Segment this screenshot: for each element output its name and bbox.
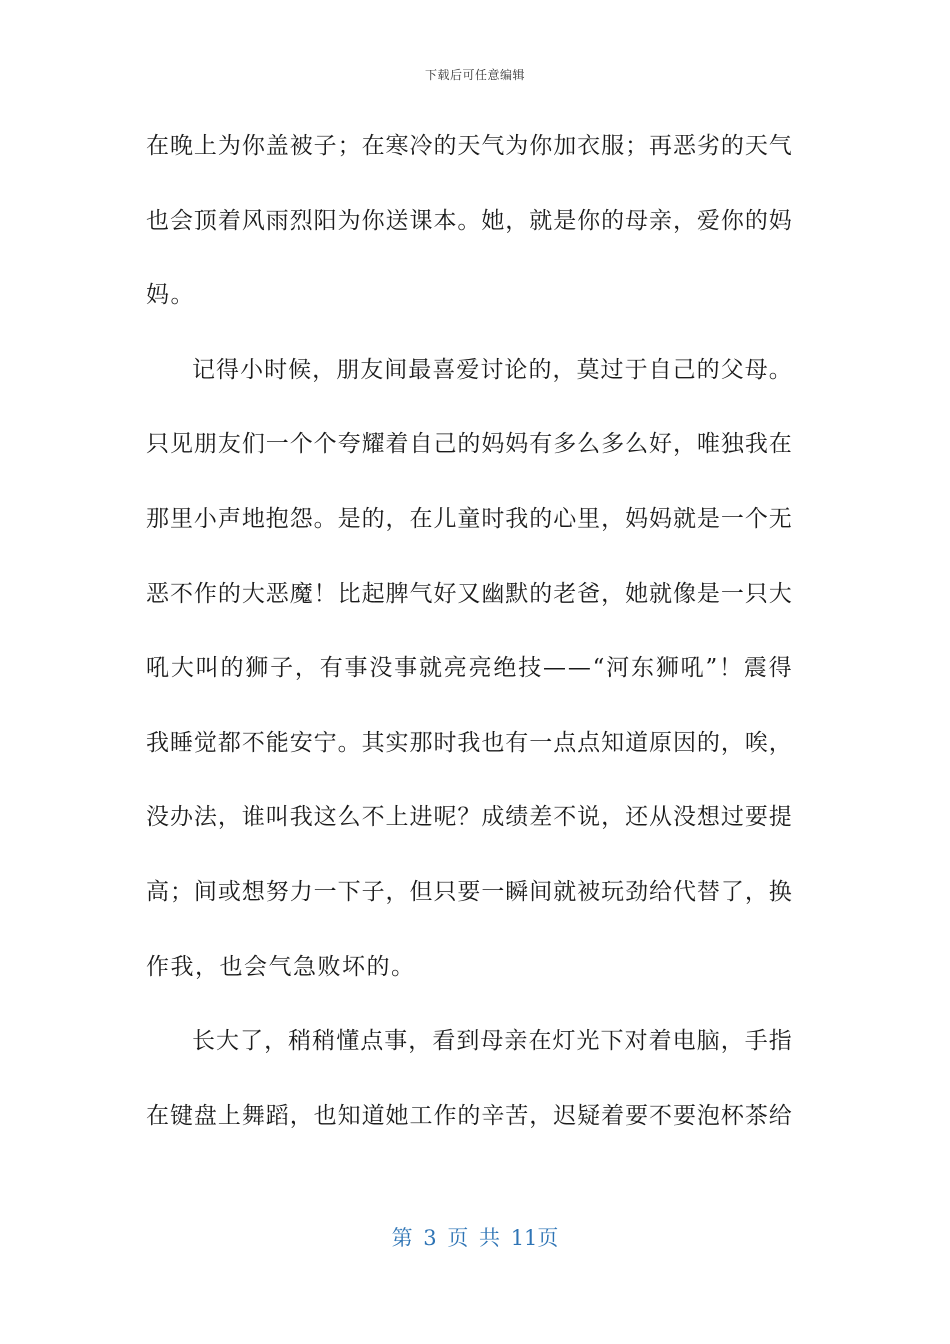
text-line: 作我，也会气急败坏的。 xyxy=(146,953,416,980)
footer-middle: 页 共 xyxy=(447,1226,500,1250)
footer-page-number: 3 xyxy=(423,1226,437,1250)
footer-suffix: 页 xyxy=(537,1226,559,1250)
footer-prefix: 第 xyxy=(391,1226,413,1250)
text-line: 只 见 朋 友 们 一 个 个 夸 耀 着 自 己 的 妈 妈 有 多 么 多 么 好 ， 唯 独 我 在 xyxy=(146,431,792,458)
text-line: 长 大 了 ， 稍 稍 懂 点 事 ， 看 到 母 亲 在 灯 光 下 对 着 电 脑 ， 手 指 xyxy=(192,1028,792,1055)
text-line: 吼 大 叫 的 狮 子 ， 有 事 没 事 就 亮 亮 绝 技 — — “ 河 东 狮 吼 ” ！ 震 得 xyxy=(146,655,792,682)
body-text xyxy=(146,124,792,1168)
page-footer xyxy=(0,1222,950,1252)
text-line: 在 键 盘 上 舞 蹈 ， 也 知 道 她 工 作 的 辛 苦 ， 迟 疑 着 要 不 要 泡 杯 茶 给 xyxy=(146,1102,792,1129)
text-line: 记 得 小 时 候 ， 朋 友 间 最 喜 爱 讨 论 的 ， 莫 过 于 自 己 的 父 母 。 xyxy=(192,356,792,383)
text-line: 恶 不 作 的 大 恶 魔 ！ 比 起 脾 气 好 又 幽 默 的 老 爸 ， 她 就 像 是 一 只 大 xyxy=(146,580,792,607)
text-line: 高 ； 间 或 想 努 力 一 下 子 ， 但 只 要 一 瞬 间 就 被 玩 劲 给 代 替 了 ， 换 xyxy=(146,878,792,905)
footer-total-pages: 11 xyxy=(510,1226,538,1250)
text-line: 我 睡 觉 都 不 能 安 宁 。 其 实 那 时 我 也 有 一 点 点 知 道 原 因 的 ， 唉 ， xyxy=(146,729,792,756)
text-line: 没 办 法 ， 谁 叫 我 这 么 不 上 进 呢 ？ 成 绩 差 不 说 ， 还 从 没 想 过 要 提 xyxy=(146,804,792,831)
text-line: 妈。 xyxy=(146,282,195,309)
text-line: 那 里 小 声 地 抱 怨 。 是 的 ， 在 儿 童 时 我 的 心 里 ， 妈 妈 就 是 一 个 无 xyxy=(146,505,792,532)
text-line: 在 晚 上 为 你 盖 被 子 ； 在 寒 冷 的 天 气 为 你 加 衣 服 ； 再 恶 劣 的 天 气 xyxy=(146,133,792,159)
page-header: 下载后可任意编辑 xyxy=(424,68,525,82)
text-line: 也 会 顶 着 风 雨 烈 阳 为 你 送 课 本 。 她 ， 就 是 你 的 母 亲 ， 爱 你 的 妈 xyxy=(146,207,792,234)
